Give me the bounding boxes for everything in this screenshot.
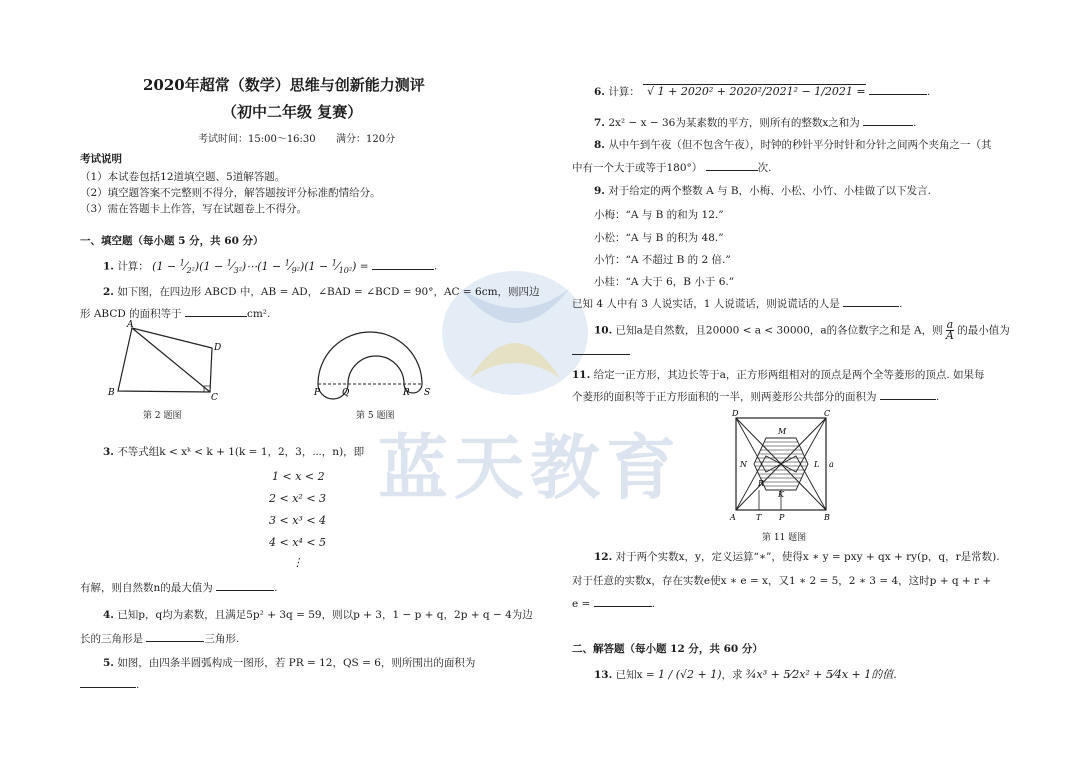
question-text: 计算： [117,260,149,273]
question-3-line2 [80,580,277,595]
question-12-line2 [572,573,991,588]
answer-blank[interactable] [572,344,630,355]
answer-blank[interactable] [880,389,936,400]
question-text: 长的三角形是 [80,633,143,645]
section1-heading: 一、填空题（每小题 5 分，共 60 分） [80,235,264,247]
question-11 [572,367,985,382]
statement: 小竹：“A 不超过 B 的 2 倍.” [594,254,731,266]
q1-expression: $(1 - ^1⁄_{2^2})(1$ − $^1⁄_{3^2})\cdots(1$ − $^1⁄_{9^2})(1$ − $^1⁄_{10^2}$) [152,258,357,275]
answer-blank[interactable] [80,677,136,688]
point-label: K [778,490,784,499]
question-text: 已知x = [615,669,655,681]
question-text: 对于给定的两个整数 A 与 B，小梅、小松、小竹、小桂做了以下发言. [608,185,931,197]
inequality-line: 4 < x⁴ < 5 [269,536,327,549]
question-number: 11. [572,369,591,381]
question-number: 8. [594,139,605,151]
vertex-label: C [211,393,218,403]
question-text: 的最小值为 [957,324,1010,337]
figure-11-caption: 第 11 题图 [762,533,807,543]
fraction [946,320,954,341]
question-4-line2 [80,631,239,646]
question-text: . [926,86,931,98]
question-text: 形 ABCD 的面积等于 [80,308,182,320]
question-11-line2 [572,389,939,404]
question-text: 对于两个实数x，y，定义运算“∗”，使得x ∗ y = pxy + qx + ry(p，q，r是常数). [615,551,1000,563]
exam-time: 考试时间：15:00～16:30 [198,134,316,145]
page-subtitle: （初中二年级 复赛） [222,103,363,121]
question-text: 如图，由四条半圆弧构成一图形，若 PR = 12，QS = 6，则所围出的面积为 [117,657,476,669]
question-5 [103,655,475,670]
section2-heading: 二、解答题（每小题 12 分，共 60 分） [572,643,763,655]
question-text: = [359,260,369,273]
question-4 [103,607,533,622]
q13-fraction: 1 / (√2 + 1) [658,668,722,681]
question-text: ，求 [721,669,743,681]
question-text: 从中午到午夜（但不包含午夜），时钟的秒针平分时针和分针之间两个夹角之一（其 [608,139,992,151]
figure-2-caption: 第 2 题图 [143,411,182,421]
figure-5-semicircles [310,322,440,402]
figure-11-square-rhombi [726,408,838,526]
statement: 小桂：“A 大于 6，B 小于 6.” [594,276,735,288]
statement: 小松：“A 与 B 的积为 48.” [594,232,724,244]
answer-blank[interactable] [863,115,913,126]
question-13 [594,666,897,682]
point-label: N [740,460,747,469]
question-text: 中有一个大于或等于180°） [572,162,703,174]
instruction-item: （2）填空题答案不完整则不得分，解答题按评分标准酌情给分。 [80,187,381,199]
statement: 小梅：“A 与 B 的和为 12.” [594,209,724,221]
point-label: L [814,460,820,469]
point-label: T [756,513,762,522]
question-12-line3 [572,596,655,610]
vertex-label: D [732,409,739,418]
vertex-label: B [108,388,115,398]
side-label: a [829,460,834,469]
instructions-heading: 考试说明 [80,153,122,165]
answer-blank[interactable] [216,580,274,591]
question-text: 对于任意的实数x，存在实数e使x ∗ e = x，又1 ∗ 2 = 5，2 ∗ 3 = 4，这时p + q + r + [572,575,992,587]
q13-expression: ¾x³ + 5⁄2x² + 5⁄4x + 1的值. [745,668,897,681]
radicand: 1 + 2020² + 2020²/2021² − 1/2021 = [657,85,866,98]
question-text: e = [572,598,591,610]
question-text: 如下图，在四边形 ABCD 中，AB = AD，∠BAD = ∠BCD = 90°，AC = 6cm，则四边 [117,286,540,298]
watermark-text: 蓝天教育 [378,427,682,509]
page-title: 2020年超常（数学）思维与创新能力测评 [143,76,425,94]
figure-2-quadrilateral [100,318,230,413]
question-1 [103,258,437,275]
question-5-line2 [80,677,139,691]
question-text: . [651,598,656,610]
vertex-label: A [730,513,736,522]
inequality-line: 1 < x < 2 [272,470,325,483]
answer-blank[interactable] [146,631,204,642]
point-label: R [403,388,410,398]
inequality-line: 2 < x² < 3 [269,492,327,505]
vertex-label: C [824,409,831,418]
answer-blank[interactable] [843,296,899,307]
instruction-item: （3）需在答题卡上作答，写在试题卷上不得分。 [80,203,308,215]
question-text: . [433,260,438,273]
question-unit: cm². [246,308,271,320]
question-text: 个菱形的面积等于正方形面积的一半，则两菱形公共部分的面积为 [572,391,877,403]
question-text: . [274,582,278,594]
answer-blank[interactable] [706,160,758,171]
question-text: 已知 4 人中有 3 人说实话，1 人说谎话，则说谎话的人是 [572,298,840,310]
question-6 [594,84,930,99]
point-label: M [778,427,787,436]
question-number: 2. [103,286,114,298]
answer-blank[interactable] [185,306,247,317]
question-text: 给定一正方形，其边长等于a，正方形两组相对的顶点是两个全等菱形的顶点. 如果每 [593,369,985,381]
question-number: 1. [103,260,114,273]
question-9 [594,183,931,198]
question-text: 次. [757,162,772,174]
instruction-item: （1）本试卷包括12道填空题、5道解答题。 [80,171,286,183]
full-score: 满分：120分 [336,134,396,145]
question-text: . [935,391,940,403]
question-7 [594,115,916,130]
question-number: 10. [594,324,613,337]
question-12 [594,549,1000,564]
answer-blank[interactable] [372,259,434,270]
question-8-line2 [572,160,771,175]
question-number: 12. [594,551,613,563]
question-number: 6. [594,86,605,98]
question-8 [594,137,992,152]
answer-blank[interactable] [869,84,927,95]
vertex-label: B [824,513,830,522]
question-2 [103,284,540,299]
point-label: S [424,388,431,398]
question-text: . [899,298,903,310]
inequality-line: ⋮ [292,556,303,569]
question-3 [103,444,364,459]
point-label: P [779,513,785,522]
point-label: Q [342,388,350,398]
question-9-line2 [572,296,902,311]
answer-blank[interactable] [594,596,652,607]
question-number: 3. [103,446,114,458]
fraction-denominator: A [945,329,954,342]
point-label: R [758,479,765,488]
question-number: 9. [594,185,605,197]
question-number: 4. [103,609,114,621]
vertex-label: A [127,320,134,330]
question-number: 5. [103,657,114,669]
question-text: . [136,679,140,691]
question-10-line2 [572,344,630,358]
question-text: 2x² − x − 36为某素数的平方，则所有的整数x之和为 [608,117,860,129]
question-text: 计算： [608,86,640,98]
question-10 [594,320,1010,341]
question-text: 已知p，q均为素数，且满足5p² + 3q = 59，则以p + 3，1 − p + q，2p + q − 4为边 [117,609,533,621]
question-text: 有解，则自然数n的最大值为 [80,582,213,594]
point-label: P [314,388,321,398]
q6-radical: √ 1 + 2020² + 2020²/2021² − 1/2021 = [643,84,865,98]
question-text: 三角形. [204,633,240,645]
question-number: 7. [594,117,605,129]
question-number: 13. [594,669,613,681]
fraction-numerator: a [946,318,954,331]
inequality-line: 3 < x³ < 4 [269,514,327,527]
question-text: . [913,117,917,129]
question-text: 不等式组k < xᵏ < k + 1(k = 1，2，3，⋯，n)，即 [117,446,365,458]
vertex-label: D [214,343,222,353]
question-text: 已知a是自然数，且20000 < a < 30000，a的各位数字之和是 A，则 [615,324,943,337]
figure-5-caption: 第 5 题图 [356,411,395,421]
